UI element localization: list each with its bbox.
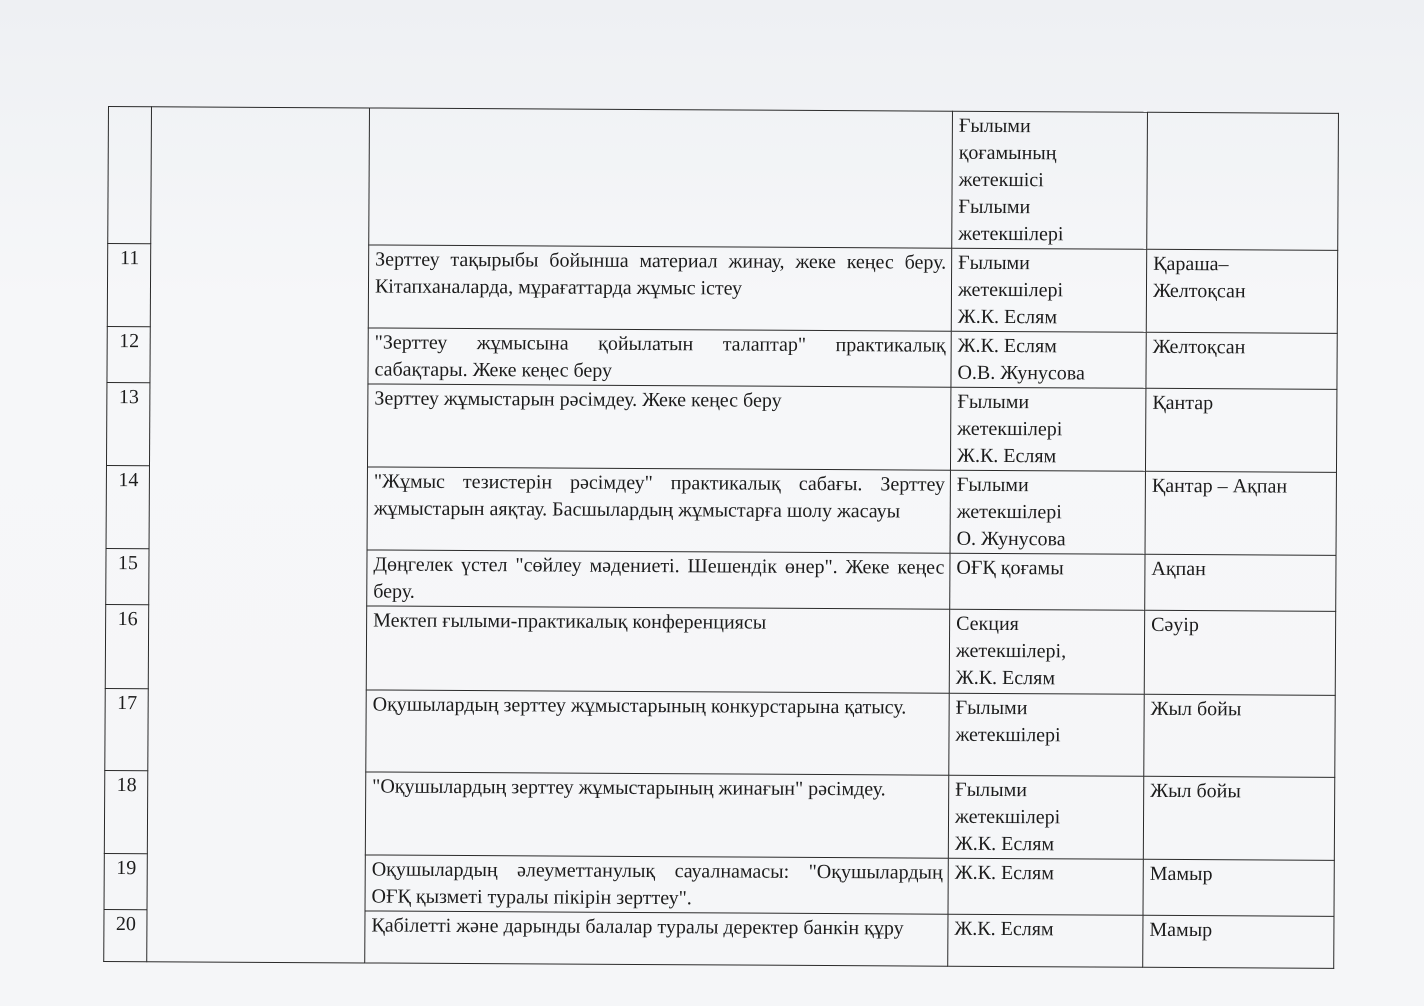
time-cell — [1143, 776, 1334, 860]
responsible-line: қоғамының — [958, 141, 1057, 165]
responsible-line: жетекшілері — [957, 278, 1064, 302]
row-number: 11 — [107, 244, 150, 327]
row-number: 15 — [106, 548, 149, 604]
table-row — [108, 107, 1339, 251]
time-cell — [1144, 610, 1335, 695]
responsible-cell — [948, 858, 1143, 915]
responsible-cell — [952, 111, 1148, 249]
responsible-line: Ғылыми — [958, 251, 1030, 275]
responsible-line: Ғылыми — [958, 114, 1031, 138]
time-cell — [1145, 554, 1336, 611]
time-line: Мамыр — [1149, 862, 1213, 886]
event-cell: Оқушылардың зерттеу жұмыстарының конкурстарына қатысу. — [366, 690, 949, 775]
row-number: 12 — [107, 326, 150, 382]
responsible-cell — [949, 693, 1144, 776]
responsible-line: Ж.К. Еслям — [957, 305, 1058, 329]
responsible-line: ОҒҚ қоғамы — [956, 556, 1064, 580]
time-cell — [1147, 112, 1339, 250]
row-number: 16 — [105, 604, 148, 688]
responsible-line: Ж.К. Еслям — [956, 444, 1057, 468]
responsible-cell — [950, 553, 1145, 610]
responsible-line: жетекшілері, — [955, 639, 1067, 663]
event-cell: Мектеп ғылыми-практикалық конференциясы — [366, 606, 949, 693]
time-cell — [1145, 471, 1336, 555]
table-body — [104, 107, 1339, 969]
responsible-line: Ғылыми — [955, 778, 1028, 802]
time-line: Желтоқсан — [1152, 335, 1246, 359]
responsible-cell — [950, 387, 1145, 471]
row-number: 19 — [104, 853, 147, 909]
event-cell: Зерттеу тақырыбы бойынша материал жинау, жеке кеңес беру. Кітапханаларда, мұрағаттарда жұмыс істеу — [368, 245, 951, 331]
event-cell: "Жұмыс тезистерін рәсімдеу" практикалық сабағы. Зерттеу жұмыстарын аяқтау. Басшылардың жұмыстарға шолу жасауы — [367, 467, 950, 553]
time-cell — [1145, 388, 1336, 472]
row-number: 20 — [104, 909, 147, 961]
time-line: Сәуір — [1151, 613, 1199, 637]
responsible-line: жетекшілері — [958, 222, 1064, 246]
event-cell: "Зерттеу жұмысына қойылатын талаптар" практикалық сабақтары. Жеке кеңес беру — [368, 328, 951, 387]
time-cell — [1144, 694, 1335, 777]
responsible-line: Ғылыми — [957, 390, 1030, 414]
time-line: Жыл бойы — [1150, 697, 1242, 721]
row-number — [108, 107, 152, 244]
time-cell — [1146, 249, 1337, 333]
time-line: Қантар — [1152, 391, 1214, 415]
responsible-line: жетекшілері — [956, 500, 1062, 524]
row-number: 13 — [106, 382, 149, 465]
responsible-line: жетекшілері — [957, 417, 1063, 441]
time-line: Желтоқсан — [1152, 279, 1246, 303]
responsible-cell — [950, 470, 1145, 554]
time-line: Жыл бойы — [1150, 779, 1241, 803]
time-cell — [1143, 915, 1334, 968]
time-line: Ақпан — [1151, 557, 1206, 581]
responsible-line: Ғылыми — [958, 195, 1031, 219]
event-cell: "Оқушылардың зерттеу жұмыстарының жинағын" рәсімдеу. — [365, 772, 948, 858]
time-cell — [1146, 332, 1337, 389]
row-number: 18 — [104, 770, 147, 853]
time-cell — [1143, 859, 1334, 916]
responsible-line: О. Жунусова — [956, 527, 1066, 551]
responsible-line: Ж.К. Еслям — [955, 666, 1056, 690]
event-cell — [369, 108, 953, 248]
responsible-line: жетекшісі — [958, 168, 1044, 192]
responsible-line: Ғылыми — [955, 696, 1028, 720]
work-plan-table — [103, 106, 1339, 969]
responsible-line: жетекшілері — [954, 805, 1061, 829]
responsible-line: О.В. Жунусова — [957, 361, 1085, 385]
merged-blank-column — [147, 107, 370, 963]
responsible-cell — [951, 331, 1146, 388]
responsible-line: Ж.К. Еслям — [954, 917, 1054, 941]
time-line: Мамыр — [1149, 918, 1213, 942]
responsible-cell — [948, 775, 1143, 859]
responsible-cell — [951, 248, 1146, 332]
time-line: Қараша– — [1153, 252, 1229, 276]
responsible-line: Секция — [956, 612, 1019, 636]
responsible-line: Ж.К. Еслям — [957, 334, 1057, 358]
responsible-cell — [949, 609, 1144, 694]
time-line: Қантар – Ақпан — [1151, 474, 1288, 498]
row-number: 14 — [106, 465, 149, 548]
row-number: 17 — [105, 688, 148, 770]
responsible-line: Ғылыми — [956, 473, 1029, 497]
responsible-line: жетекшілері — [955, 723, 1061, 747]
event-cell: Оқушылардың әлеуметтанулық сауалнамасы: "Оқушылардың ОҒҚ қызметі туралы пікірін зерттеу". — [365, 855, 948, 914]
responsible-cell — [948, 914, 1143, 967]
responsible-line: Ж.К. Еслям — [954, 861, 1054, 885]
event-cell: Қабілетті және дарынды балалар туралы деректер банкін құру — [365, 911, 948, 966]
event-cell: Дөңгелек үстел "сөйлеу мәдениеті. Шешендік өнер". Жеке кеңес беру. — [367, 550, 950, 609]
responsible-line: Ж.К. Еслям — [954, 832, 1055, 856]
event-cell: Зерттеу жұмыстарын рәсімдеу. Жеке кеңес беру — [367, 384, 950, 470]
